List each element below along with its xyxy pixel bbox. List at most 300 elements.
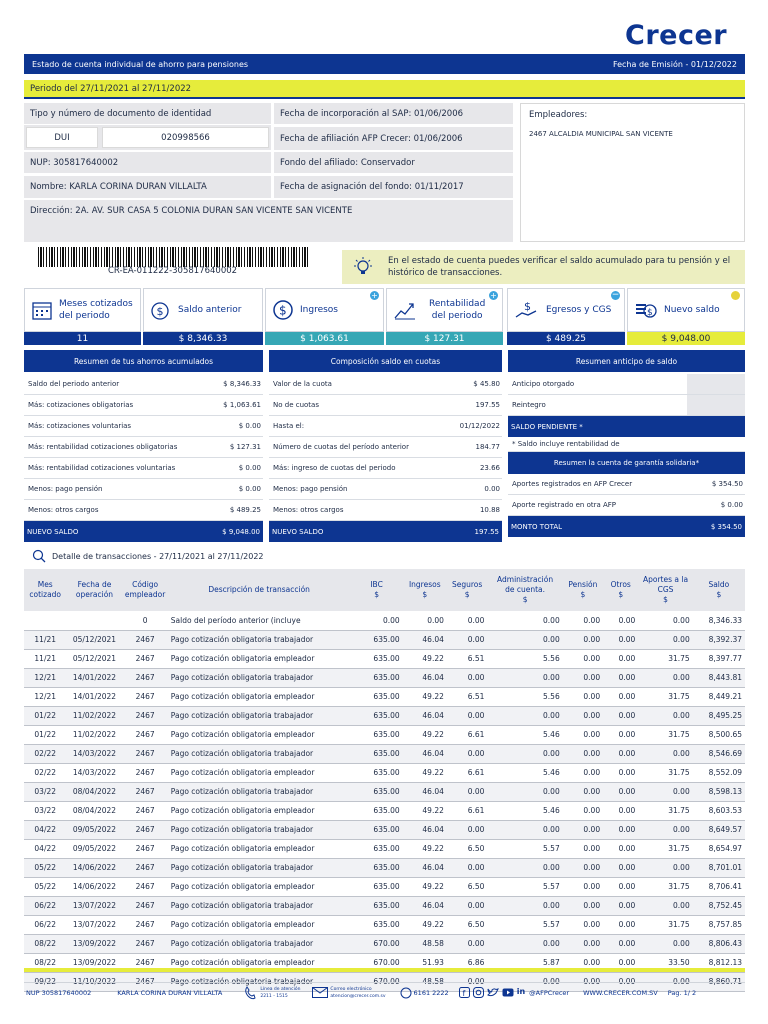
employer-item: 2467 ALCALDIA MUNICIPAL SAN VICENTE xyxy=(529,130,673,138)
table-row xyxy=(24,877,745,896)
card-label-1: Meses cotizados xyxy=(59,299,133,309)
table-cell: 0.00 xyxy=(638,820,692,839)
row-label: Más: cotizaciones voluntarias xyxy=(28,422,132,430)
table-cell: 13/09/2022 xyxy=(66,953,122,972)
search-icon xyxy=(32,549,46,563)
composition-title: Composición saldo en cuotas xyxy=(269,350,502,372)
table-cell: Pago cotización obligatoria empleador xyxy=(168,877,351,896)
table-cell: 31.75 xyxy=(638,687,692,706)
table-cell: 46.04 xyxy=(403,820,447,839)
doc-type: DUI xyxy=(26,127,98,148)
table-row xyxy=(24,782,745,801)
column-header: Seguros $ xyxy=(447,569,488,611)
footer-web[interactable]: WWW.CRECER.COM.SV xyxy=(583,988,658,997)
table-cell: Pago cotización obligatoria empleador xyxy=(168,801,351,820)
table-cell: 635.00 xyxy=(351,706,403,725)
table-cell: 31.75 xyxy=(638,877,692,896)
table-cell: 49.22 xyxy=(403,801,447,820)
table-cell: 635.00 xyxy=(351,782,403,801)
table-cell: 0.00 xyxy=(487,858,562,877)
table-cell: 8,546.69 xyxy=(693,744,745,763)
table-cell: 0.00 xyxy=(563,649,603,668)
table-row xyxy=(24,725,745,744)
card-label: Saldo anterior xyxy=(178,305,242,315)
table-cell: 48.58 xyxy=(403,934,447,953)
table-cell: 0.00 xyxy=(603,820,638,839)
table-cell: 8,706.41 xyxy=(693,877,745,896)
pending-label: SALDO PENDIENTE * xyxy=(511,422,583,431)
table-cell: 2467 xyxy=(122,782,167,801)
table-cell: 0.00 xyxy=(351,611,403,630)
table-row xyxy=(24,858,745,877)
total-label: NUEVO SALDO xyxy=(27,527,79,536)
table-cell: Pago cotización obligatoria trabajador xyxy=(168,858,351,877)
summary-row xyxy=(24,374,263,395)
row-value: $ 0.00 xyxy=(238,485,261,493)
table-cell: 0.00 xyxy=(563,915,603,934)
footer-phone xyxy=(260,986,300,1000)
phone-label: Línea de atención xyxy=(260,986,301,992)
table-cell: 2467 xyxy=(122,877,167,896)
table-cell: 0.00 xyxy=(487,744,562,763)
row-value: $ 0.00 xyxy=(238,422,261,430)
table-body xyxy=(24,611,745,991)
barcode-text: CR-EA-011222-305817640002 xyxy=(108,266,238,276)
table-cell: 49.22 xyxy=(403,877,447,896)
row-label: Menos: otros cargos xyxy=(273,506,344,514)
youtube-icon[interactable] xyxy=(502,987,514,998)
table-cell: 6.50 xyxy=(447,877,488,896)
issue-date: Fecha de Emisión - 01/12/2022 xyxy=(612,59,737,69)
table-cell: 13/09/2022 xyxy=(66,934,122,953)
crecer-logo: Crecer xyxy=(625,20,728,51)
svg-text:$: $ xyxy=(279,303,287,318)
column-header: Código empleador xyxy=(122,569,167,611)
table-cell: 08/22 xyxy=(24,953,66,972)
table-cell: Pago cotización obligatoria empleador xyxy=(168,763,351,782)
table-cell: 0.00 xyxy=(603,858,638,877)
row-value: 01/12/2022 xyxy=(459,422,500,430)
table-cell: 31.75 xyxy=(638,839,692,858)
advance-note xyxy=(508,437,745,452)
table-cell: 8,500.65 xyxy=(693,725,745,744)
table-cell: 0.00 xyxy=(563,896,603,915)
table-cell: 0.00 xyxy=(603,744,638,763)
row-value xyxy=(687,395,745,415)
table-cell: 6.61 xyxy=(447,763,488,782)
total-label: NUEVO SALDO xyxy=(272,527,324,536)
table-cell: 8,701.01 xyxy=(693,858,745,877)
table-cell: Pago cotización obligatoria trabajador xyxy=(168,972,351,991)
social-icons xyxy=(459,987,525,998)
summary-table xyxy=(24,374,263,542)
email-address[interactable]: atencion@crecer.com.sv xyxy=(330,993,386,999)
row-value xyxy=(687,374,745,394)
table-cell: 02/22 xyxy=(24,744,66,763)
card-value-income: $ 1,063.61 xyxy=(265,332,384,345)
table-cell: 635.00 xyxy=(351,820,403,839)
table-cell: 0.00 xyxy=(603,725,638,744)
table-row xyxy=(24,763,745,782)
table-cell: 12/21 xyxy=(24,668,66,687)
table-cell: 0.00 xyxy=(563,744,603,763)
row-value: $ 8,346.33 xyxy=(223,380,261,388)
summary-row xyxy=(24,458,263,479)
table-cell: 05/12/2021 xyxy=(66,649,122,668)
card-expenses xyxy=(507,288,625,332)
card-value-expenses: $ 489.25 xyxy=(507,332,625,345)
table-cell: 0.00 xyxy=(487,820,562,839)
table-cell: 14/03/2022 xyxy=(66,763,122,782)
table-cell: Pago cotización obligatoria trabajador xyxy=(168,820,351,839)
total-value: 197.55 xyxy=(474,527,499,536)
row-label: Más: ingreso de cuotas del periodo xyxy=(273,464,396,472)
composition-table xyxy=(269,374,502,542)
table-cell: 6.50 xyxy=(447,839,488,858)
table-cell: 5.57 xyxy=(487,839,562,858)
calendar-icon xyxy=(31,299,53,321)
table-cell: 8,495.25 xyxy=(693,706,745,725)
table-cell: 0.00 xyxy=(563,877,603,896)
table-cell: 0.00 xyxy=(563,630,603,649)
table-cell: 8,812.13 xyxy=(693,953,745,972)
card-months xyxy=(24,288,141,332)
table-cell: 03/22 xyxy=(24,782,66,801)
table-cell: 8,806.43 xyxy=(693,934,745,953)
column-header: Mes cotizado xyxy=(24,569,66,611)
table-cell: 0.00 xyxy=(447,706,488,725)
table-cell: 12/21 xyxy=(24,687,66,706)
table-cell: 11/10/2022 xyxy=(66,972,122,991)
table-cell: 05/12/2021 xyxy=(66,630,122,649)
table-cell: 0.00 xyxy=(603,668,638,687)
svg-text:f: f xyxy=(462,989,466,998)
table-cell: 635.00 xyxy=(351,839,403,858)
table-cell: 0.00 xyxy=(447,668,488,687)
table-cell: 06/22 xyxy=(24,915,66,934)
table-cell: 49.22 xyxy=(403,725,447,744)
row-label: Aportes registrados en AFP Crecer xyxy=(512,480,633,488)
table-cell: 0.00 xyxy=(447,611,488,630)
info-banner xyxy=(342,250,745,284)
summary-row xyxy=(24,395,263,416)
table-cell: 670.00 xyxy=(351,953,403,972)
table-row xyxy=(24,896,745,915)
fund: Fondo del afiliado: Conservador xyxy=(274,152,513,173)
table-cell: 05/22 xyxy=(24,858,66,877)
table-cell: Pago cotización obligatoria empleador xyxy=(168,839,351,858)
table-cell: 0.00 xyxy=(638,896,692,915)
table-cell: Saldo del período anterior (incluye xyxy=(168,611,351,630)
row-value: $ 127.31 xyxy=(229,443,261,451)
row-label: Reintegro xyxy=(512,401,546,409)
table-cell: 635.00 xyxy=(351,687,403,706)
advance-title: Resumen anticipo de saldo xyxy=(508,350,745,372)
table-cell: 03/22 xyxy=(24,801,66,820)
table-row xyxy=(24,839,745,858)
lightbulb-icon xyxy=(350,256,376,278)
table-cell: 6.86 xyxy=(447,953,488,972)
table-cell: 05/22 xyxy=(24,877,66,896)
table-cell: 0.00 xyxy=(603,839,638,858)
table-cell: 0.00 xyxy=(638,706,692,725)
doc-type-label: Tipo y número de documento de identidad xyxy=(24,103,271,124)
table-cell: 6.51 xyxy=(447,649,488,668)
info-text-1: En el estado de cuenta puedes verificar el saldo acumulado para tu pensión y el xyxy=(388,256,731,266)
row-label: Anticipo otorgado xyxy=(512,380,575,388)
row-value: 10.88 xyxy=(479,506,500,514)
card-value-new-balance: $ 9,048.00 xyxy=(627,332,745,345)
svg-text:$: $ xyxy=(156,305,164,318)
period-bar xyxy=(24,80,745,99)
table-cell: 0.00 xyxy=(563,706,603,725)
table-cell: 46.04 xyxy=(403,706,447,725)
card-label: Nuevo saldo xyxy=(664,305,720,315)
table-cell: 0.00 xyxy=(603,801,638,820)
table-cell: 0.00 xyxy=(487,611,562,630)
table-cell: 2467 xyxy=(122,858,167,877)
row-label: Menos: pago pensión xyxy=(28,485,103,493)
card-value-return: $ 127.31 xyxy=(386,332,503,345)
statement-title-bar xyxy=(24,54,745,74)
table-cell: 49.22 xyxy=(403,839,447,858)
table-cell: 09/22 xyxy=(24,972,66,991)
table-cell: 2467 xyxy=(122,820,167,839)
table-row xyxy=(24,801,745,820)
table-cell: 8,443.81 xyxy=(693,668,745,687)
summary-row xyxy=(24,437,263,458)
table-cell: 0.00 xyxy=(638,630,692,649)
table-cell: 04/22 xyxy=(24,839,66,858)
table-cell: 01/22 xyxy=(24,706,66,725)
table-cell: 0.00 xyxy=(563,953,603,972)
barcode xyxy=(38,247,308,267)
row-value: $ 0.00 xyxy=(238,464,261,472)
row-label: Más: rentabilidad cotizaciones voluntarias xyxy=(28,464,176,472)
card-label: Egresos y CGS xyxy=(546,305,612,315)
column-header: Aportes a la CGS $ xyxy=(638,569,692,611)
table-cell: 0.00 xyxy=(603,706,638,725)
table-cell: 46.04 xyxy=(403,782,447,801)
table-cell: 0.00 xyxy=(603,611,638,630)
table-cell: 2467 xyxy=(122,953,167,972)
table-cell: 11/02/2022 xyxy=(66,706,122,725)
table-cell: 0.00 xyxy=(603,687,638,706)
row-value: 23.66 xyxy=(479,464,500,472)
table-cell: 0.00 xyxy=(603,972,638,991)
phone-number: 2211 - 1515 xyxy=(260,993,288,999)
employers-label: Empleadores: xyxy=(529,110,588,120)
table-cell: 670.00 xyxy=(351,972,403,991)
table-cell: 0.00 xyxy=(487,972,562,991)
table-row xyxy=(24,706,745,725)
table-cell: 2467 xyxy=(122,649,167,668)
summary-total xyxy=(24,521,263,542)
table-cell: 0.00 xyxy=(563,801,603,820)
table-cell: 0.00 xyxy=(603,934,638,953)
card-label-2: del periodo xyxy=(431,311,483,321)
holder-name: Nombre: KARLA CORINA DURAN VILLALTA xyxy=(24,176,271,198)
table-cell: 0.00 xyxy=(563,858,603,877)
card-previous-balance xyxy=(143,288,263,332)
column-header: Pensión $ xyxy=(563,569,603,611)
table-row xyxy=(24,915,745,934)
footer-social[interactable]: @AFPCrecer xyxy=(529,988,570,997)
table-cell: 46.04 xyxy=(403,744,447,763)
table-cell: 8,598.13 xyxy=(693,782,745,801)
guarantee-row xyxy=(508,495,745,516)
footer xyxy=(24,982,745,1002)
table-cell: 635.00 xyxy=(351,763,403,782)
card-return xyxy=(386,288,503,332)
table-cell: 0.00 xyxy=(563,668,603,687)
composition-row xyxy=(269,437,502,458)
table-cell xyxy=(24,611,66,630)
table-cell: 6.61 xyxy=(447,801,488,820)
plus-icon[interactable]: + xyxy=(490,291,497,300)
table-cell: 0.00 xyxy=(447,858,488,877)
table-cell: 2467 xyxy=(122,801,167,820)
advance-table xyxy=(508,374,745,537)
afp-date: Fecha de afiliación AFP Crecer: 01/06/2006 xyxy=(274,127,513,150)
instagram-icon[interactable] xyxy=(473,987,484,998)
table-cell: 13/07/2022 xyxy=(66,915,122,934)
table-cell: 0.00 xyxy=(563,820,603,839)
table-cell: 46.04 xyxy=(403,896,447,915)
table-row xyxy=(24,668,745,687)
column-header: IBC $ xyxy=(351,569,403,611)
row-value: 184.77 xyxy=(475,443,500,451)
row-value: $ 0.00 xyxy=(720,501,743,509)
row-value: $ 1,063.61 xyxy=(223,401,261,409)
row-label: No de cuotas xyxy=(273,401,319,409)
table-cell: 08/04/2022 xyxy=(66,801,122,820)
table-cell: 0.00 xyxy=(487,934,562,953)
table-cell: Pago cotización obligatoria empleador xyxy=(168,953,351,972)
table-cell: 670.00 xyxy=(351,934,403,953)
info-text-2: histórico de transacciones. xyxy=(388,268,503,278)
table-cell: 14/03/2022 xyxy=(66,744,122,763)
table-cell: 46.04 xyxy=(403,668,447,687)
table-cell: 13/07/2022 xyxy=(66,896,122,915)
table-cell: 2467 xyxy=(122,744,167,763)
table-cell: 2467 xyxy=(122,896,167,915)
row-label: Más: cotizaciones obligatorias xyxy=(28,401,134,409)
table-cell: 11/21 xyxy=(24,649,66,668)
composition-row xyxy=(269,500,502,521)
table-cell: 0.00 xyxy=(563,763,603,782)
row-label: Saldo del periodo anterior xyxy=(28,380,120,388)
table-cell: 635.00 xyxy=(351,896,403,915)
table-cell: 0.00 xyxy=(563,782,603,801)
money-stack-icon xyxy=(634,299,658,321)
twitter-icon[interactable] xyxy=(487,987,499,998)
table-cell: 0.00 xyxy=(487,668,562,687)
table-cell: 01/22 xyxy=(24,725,66,744)
facebook-icon[interactable] xyxy=(459,987,470,998)
total-value: $ 354.50 xyxy=(710,522,742,531)
table-cell: 14/01/2022 xyxy=(66,687,122,706)
table-cell: Pago cotización obligatoria trabajador xyxy=(168,706,351,725)
row-value: 197.55 xyxy=(475,401,500,409)
guarantee-total xyxy=(508,516,745,537)
table-cell: 08/22 xyxy=(24,934,66,953)
table-cell: 5.57 xyxy=(487,915,562,934)
table-cell: 2467 xyxy=(122,839,167,858)
statement-title: Estado de cuenta individual de ahorro para pensiones xyxy=(32,59,249,69)
table-cell: 49.22 xyxy=(403,687,447,706)
table-row xyxy=(24,649,745,668)
table-cell: 0.00 xyxy=(447,896,488,915)
table-cell: 0.00 xyxy=(487,706,562,725)
table-cell: 8,397.77 xyxy=(693,649,745,668)
row-value: $ 354.50 xyxy=(711,480,743,488)
advance-row xyxy=(508,374,745,395)
plus-icon[interactable]: + xyxy=(371,291,378,300)
hand-money-icon xyxy=(514,299,540,321)
table-cell: 0.00 xyxy=(638,611,692,630)
table-cell: 31.75 xyxy=(638,801,692,820)
table-cell: 02/22 xyxy=(24,763,66,782)
table-cell: 06/22 xyxy=(24,896,66,915)
table-cell: 09/05/2022 xyxy=(66,839,122,858)
column-header: Fecha de operación xyxy=(66,569,122,611)
table-cell: 2467 xyxy=(122,668,167,687)
row-label: Número de cuotas del período anterior xyxy=(273,443,409,451)
table-cell: 0.00 xyxy=(487,896,562,915)
table-cell: 0.00 xyxy=(563,687,603,706)
table-cell: 5.56 xyxy=(487,649,562,668)
table-cell: 11/21 xyxy=(24,630,66,649)
table-cell: Pago cotización obligatoria empleador xyxy=(168,915,351,934)
guarantee-title: Resumen la cuenta de garantía solidaria* xyxy=(508,452,745,474)
table-cell: 0.00 xyxy=(603,953,638,972)
table-cell: 635.00 xyxy=(351,858,403,877)
table-cell: 8,860.71 xyxy=(693,972,745,991)
table-cell: 48.58 xyxy=(403,972,447,991)
card-value-previous: $ 8,346.33 xyxy=(143,332,263,345)
column-header: Administración de cuenta. $ xyxy=(487,569,562,611)
linkedin-icon[interactable]: in xyxy=(516,987,526,996)
table-cell: 0.00 xyxy=(603,763,638,782)
table-cell: 31.75 xyxy=(638,915,692,934)
table-cell: 8,757.85 xyxy=(693,915,745,934)
summary-title: Resumen de tus ahorros acumulados xyxy=(24,350,263,372)
column-header: Descripción de transacción xyxy=(168,569,351,611)
composition-row xyxy=(269,416,502,437)
table-cell: 8,654.97 xyxy=(693,839,745,858)
minus-icon[interactable]: − xyxy=(611,290,620,300)
table-cell: 0.00 xyxy=(447,744,488,763)
table-cell: Pago cotización obligatoria empleador xyxy=(168,725,351,744)
table-cell: 2467 xyxy=(122,725,167,744)
table-cell: Pago cotización obligatoria trabajador xyxy=(168,630,351,649)
summary-row xyxy=(24,500,263,521)
table-cell: 8,603.53 xyxy=(693,801,745,820)
table-cell: 2467 xyxy=(122,934,167,953)
table-cell: 31.75 xyxy=(638,763,692,782)
column-header: Ingresos $ xyxy=(403,569,447,611)
table-cell: Pago cotización obligatoria empleador xyxy=(168,687,351,706)
table-cell: 0.00 xyxy=(447,782,488,801)
table-cell: 11/02/2022 xyxy=(66,725,122,744)
table-cell: 51.93 xyxy=(403,953,447,972)
svg-text:$: $ xyxy=(647,308,653,318)
row-label: Valor de la cuota xyxy=(273,380,332,388)
table-cell: 0.00 xyxy=(447,972,488,991)
footer-accent xyxy=(24,968,745,972)
table-cell: 0.00 xyxy=(638,668,692,687)
